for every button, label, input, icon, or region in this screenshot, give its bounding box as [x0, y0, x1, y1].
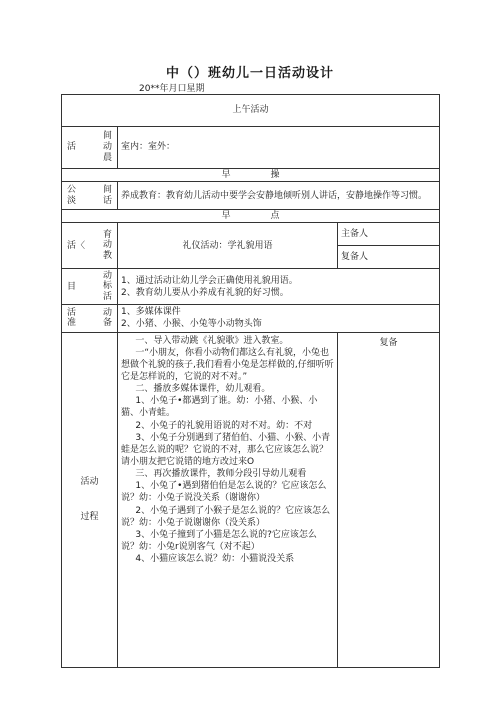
morning-label-b1: 间	[102, 131, 112, 142]
process-content	[118, 332, 338, 667]
gongtan-content: 养成教育：教育幼儿活动中要学会安静地倾听别人讲话，安静地操作等习惯。	[118, 182, 440, 210]
goal-label-b1: 动	[102, 270, 112, 281]
process-label-b: 过程	[80, 511, 99, 522]
gongtan-label-a1: 公	[67, 184, 77, 195]
prep-content	[118, 305, 440, 332]
morning-label-b2: 动	[102, 142, 112, 153]
process-fubei	[338, 332, 440, 667]
morning-label-a: 活	[67, 142, 77, 153]
zaodian-header-a: 早	[221, 211, 231, 222]
education-label-a: 活〈	[67, 240, 86, 251]
date-line: 20**年月口星期	[139, 84, 205, 94]
process-fubei-label: 复备	[379, 337, 398, 348]
process-line: 1、小兔了•遇到猪伯伯是怎么说的？它应该怎么说？幼：小兔子说没关系（谢谢你）	[121, 481, 327, 504]
prep-item-2: 2、小猪、小猴、小兔等小动物头饰	[121, 319, 262, 330]
fubei-label: 复备人	[338, 246, 440, 269]
morning-content: 室内：室外：	[118, 127, 440, 169]
zaodian-header-b: 点	[270, 211, 280, 222]
process-line: 2、小兔子的礼貌用语说的对不对。幼：不对	[135, 420, 313, 431]
goal-label-b3: 活	[102, 292, 112, 303]
education-label-b1: 育	[102, 229, 112, 240]
morning-label-b3: 晨	[102, 152, 112, 163]
zaocao-header-b: 操	[270, 170, 280, 180]
prep-label-b2: 备	[102, 318, 112, 329]
goal-label-b2: 标	[102, 281, 112, 292]
process-line: 3、小兔子分别遇到了猪伯伯、小猫、小猴、小青蛙是怎么说的呢？它说的不对，那么它应该怎么说？请小朋友把它说错的地方改过来O	[121, 432, 331, 467]
gongtan-label-b1: 间	[102, 184, 112, 195]
process-line: 三、再次播放课件，教师分段引导幼儿观看	[135, 469, 307, 480]
education-label	[62, 223, 118, 269]
zhubei-label: 主备人	[338, 223, 440, 246]
gongtan-label	[62, 182, 118, 210]
goal-content	[118, 269, 440, 305]
activity-plan-table	[61, 94, 440, 668]
zaodian-header	[62, 210, 440, 223]
process-line: 一“小朋友，你看小动物们都这么有礼貌，小兔也想做个礼貌的孩子,我们看看小兔是怎样做的,仔细听听它是怎样说的，它说的对不对。”	[121, 347, 334, 382]
process-label	[62, 332, 118, 667]
page-title: 中（）班幼儿一日活动设计	[165, 66, 334, 81]
process-line: 二、播放多媒体课件，幼儿观看。	[135, 384, 271, 395]
process-line: 一、导入带动跳《礼貌歌》进入教室。	[135, 335, 289, 346]
prep-item-1: 1、多媒体课件	[121, 307, 181, 318]
prep-label-b1: 动	[102, 307, 112, 318]
education-content: 礼仪活动：学礼貌用语	[118, 223, 338, 269]
zaocao-header	[62, 169, 440, 182]
goal-item-1: 1、通过活动让幼儿学会正确使用礼貌用语。	[121, 275, 298, 286]
process-line: 3、小兔子撞到了小猫是怎么说的?它应该怎么说？幼：小兔r说别客气（对不起）	[121, 529, 317, 552]
goal-label	[62, 269, 118, 305]
education-label-b2: 动	[102, 240, 112, 251]
process-line: 2、小兔子遇到了小猴子是怎么说的？它应该怎么说？幼：小兔子说谢谢你（没关系）	[121, 505, 331, 528]
prep-label-a2: 准	[67, 318, 77, 329]
prep-label-a1: 活	[67, 307, 77, 318]
education-label-b3: 教	[102, 251, 112, 262]
zaocao-header-a: 早	[221, 170, 231, 180]
morning-label	[62, 127, 118, 169]
prep-label	[62, 305, 118, 332]
process-line: 1、小兔子•都遇到了谁。幼：小猪、小猴、小猫、小青蛙。	[121, 396, 318, 419]
gongtan-label-a2: 淡	[67, 195, 77, 206]
process-label-a: 活动	[80, 477, 99, 488]
process-line: 4、小猫应该怎么说？幼：小猫说没关系	[135, 554, 295, 565]
goal-item-2: 2、教育幼儿要从小养成有礼貌的好习惯。	[121, 287, 289, 298]
goal-label-a: 目	[67, 281, 77, 292]
gongtan-label-b2: 话	[102, 195, 112, 206]
morning-header: 上午活动	[62, 95, 440, 127]
